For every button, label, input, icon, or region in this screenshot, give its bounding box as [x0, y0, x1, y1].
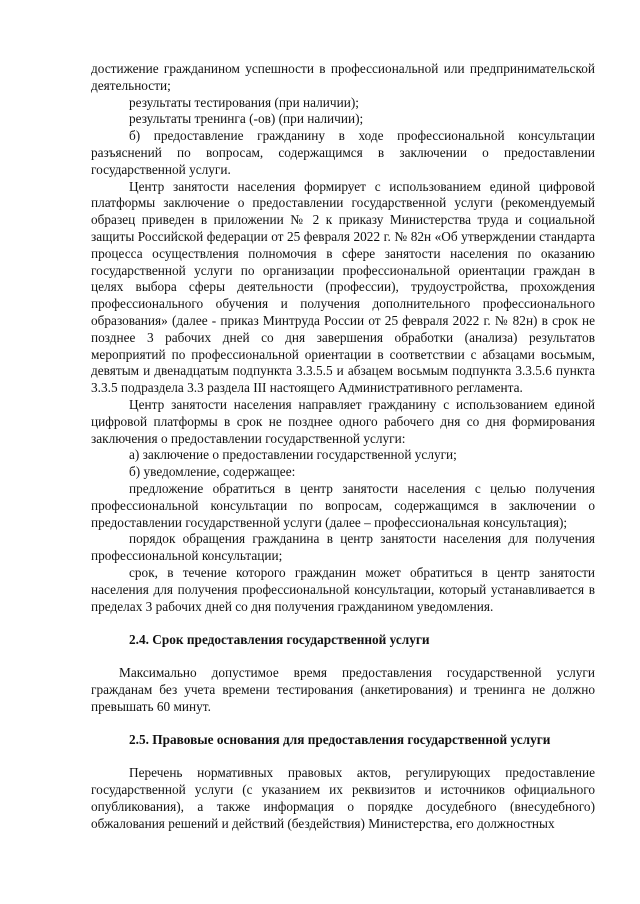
paragraph: б) предоставление гражданину в ходе профессиональной консультации разъяснений по вопросам, содержащимся в заключении о предоставлении государственной услуги. [91, 128, 595, 177]
spacer [91, 615, 595, 632]
paragraph: результаты тестирования (при наличии); [129, 94, 359, 110]
document-body [91, 61, 595, 832]
spacer [91, 749, 595, 765]
section-heading-2-5: 2.5. Правовые основания для предоставления государственной услуги [129, 732, 551, 748]
paragraph: б) уведомление, содержащее: [129, 464, 296, 480]
spacer [91, 649, 595, 665]
paragraph: порядок обращения гражданина в центр занятости населения для получения профессиональной консультации; [91, 531, 595, 564]
spacer [91, 715, 595, 732]
paragraph: Центр занятости населения формирует с использованием единой цифровой платформы заключение о предоставлении государственной услуги (рекомендуемый образец приведен в приложении № 2 к приказу Министерства труда и социальной защиты Российской федерации от 25 февраля 2022 г. № 82н «Об утверждении стандарта процесса осуществления полномочия в сфере занятости населения по оказанию государственной услуги по организации профессиональной ориентации граждан в целях выбора сферы деятельности (профессии), трудоустройства, прохождения профессионального обучения и получения дополнительного профессионального образования» (далее - приказ Минтруда России от 25 февраля 2022 г. № 82н) в срок не позднее 3 рабочих дней со дня завершения обработки (анализа) результатов мероприятий по профессиональной ориентации в соответствии с абзацами восьмым, девятым и двенадцатым подпункта 3.3.5.5 и абзацем восьмым подпункта 3.3.5.6 пункта 3.3.5 подраздела 3.3 раздела III настоящего Административного регламента. [91, 178, 595, 396]
paragraph: Максимально допустимое время предоставления государственной услуги гражданам без учета времени тестирования (анкетирования) и тренинга не должно превышать 60 минут. [91, 665, 595, 714]
paragraph: срок, в течение которого гражданин может обратиться в центр занятости населения для получения профессиональной консультации, который устанавливается в пределах 3 рабочих дней со дня получения гражданином уведомления. [91, 564, 595, 614]
paragraph: а) заключение о предоставлении государственной услуги; [129, 447, 457, 463]
paragraph: достижение гражданином успешности в профессиональной или предпринимательской деятельности; [91, 61, 595, 93]
section-heading-2-4: 2.4. Срок предоставления государственной услуги [129, 632, 430, 648]
paragraph: результаты тренинга (-ов) (при наличии); [129, 111, 364, 127]
paragraph: Центр занятости населения направляет гражданину с использованием единой цифровой платформы в срок не позднее одного рабочего дня со дня формирования заключения о предоставлении государственной услуги: [91, 396, 595, 446]
paragraph: Перечень нормативных правовых актов, регулирующих предоставление государственной услуги (с указанием их реквизитов и источников официального опубликования), а также информация о порядке досудебного (внесудебного) обжалования решений и действий (бездействия) Министерства, его должностных [91, 765, 595, 831]
paragraph: предложение обратиться в центр занятости населения с целью получения профессиональной консультации по вопросам, содержащимся в заключении о предоставлении государственной услуги (далее – профессиональная консультация); [91, 480, 595, 530]
